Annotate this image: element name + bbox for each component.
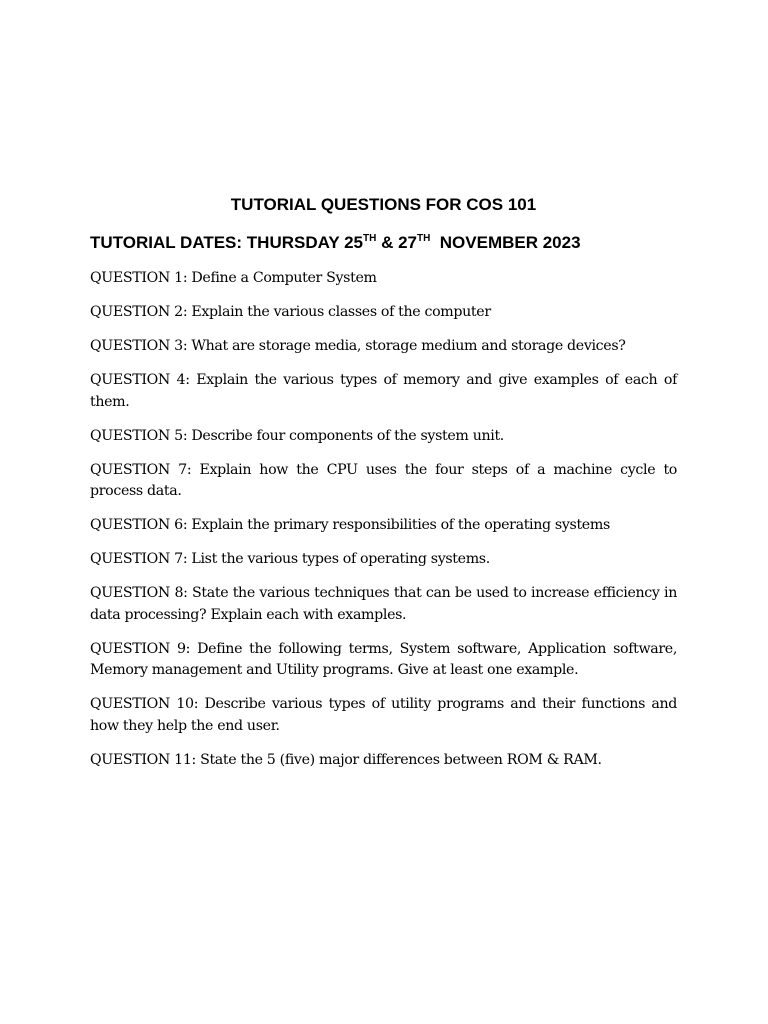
question-item: QUESTION 5: Describe four components of the system unit. (90, 427, 504, 444)
question-item: QUESTION 6: Explain the primary responsibilities of the operating systems (90, 517, 610, 533)
question-item: QUESTION 7: Explain how the CPU uses the four steps of a machine cycle to process data. (90, 461, 677, 499)
question-item: QUESTION 11: State the 5 (five) major differences between ROM & RAM. (90, 751, 602, 768)
document-title: TUTORIAL QUESTIONS FOR COS 101 (230, 195, 537, 214)
question-item: QUESTION 2: Explain the various classes of the computer (90, 304, 491, 320)
dates-middle: & 27 (376, 233, 417, 252)
question-item: QUESTION 9: Define the following terms, System software, Application software, Memory management and Utility programs. Give at least one example. (90, 640, 677, 678)
dates-suffix: NOVEMBER 2023 (430, 233, 581, 252)
question-list (90, 268, 677, 784)
dates-prefix: TUTORIAL DATES: THURSDAY 25 (90, 233, 363, 252)
question-item: QUESTION 7: List the various types of operating systems. (90, 551, 490, 567)
question-item: QUESTION 10: Describe various types of utility programs and their functions and how they help the end user. (90, 696, 677, 734)
dates-ordinal-2: TH (416, 233, 431, 244)
question-item: QUESTION 3: What are storage media, storage medium and storage devices? (90, 338, 626, 354)
tutorial-dates (90, 232, 677, 254)
question-item: QUESTION 1: Define a Computer System (90, 270, 377, 286)
question-item: QUESTION 4: Explain the various types of memory and give examples of each of them. (90, 372, 677, 410)
dates-ordinal-1: TH (363, 233, 377, 244)
document-page (90, 0, 677, 1024)
question-item: QUESTION 8: State the various techniques that can be used to increase efficiency in data processing? Explain each with examples. (90, 585, 677, 623)
